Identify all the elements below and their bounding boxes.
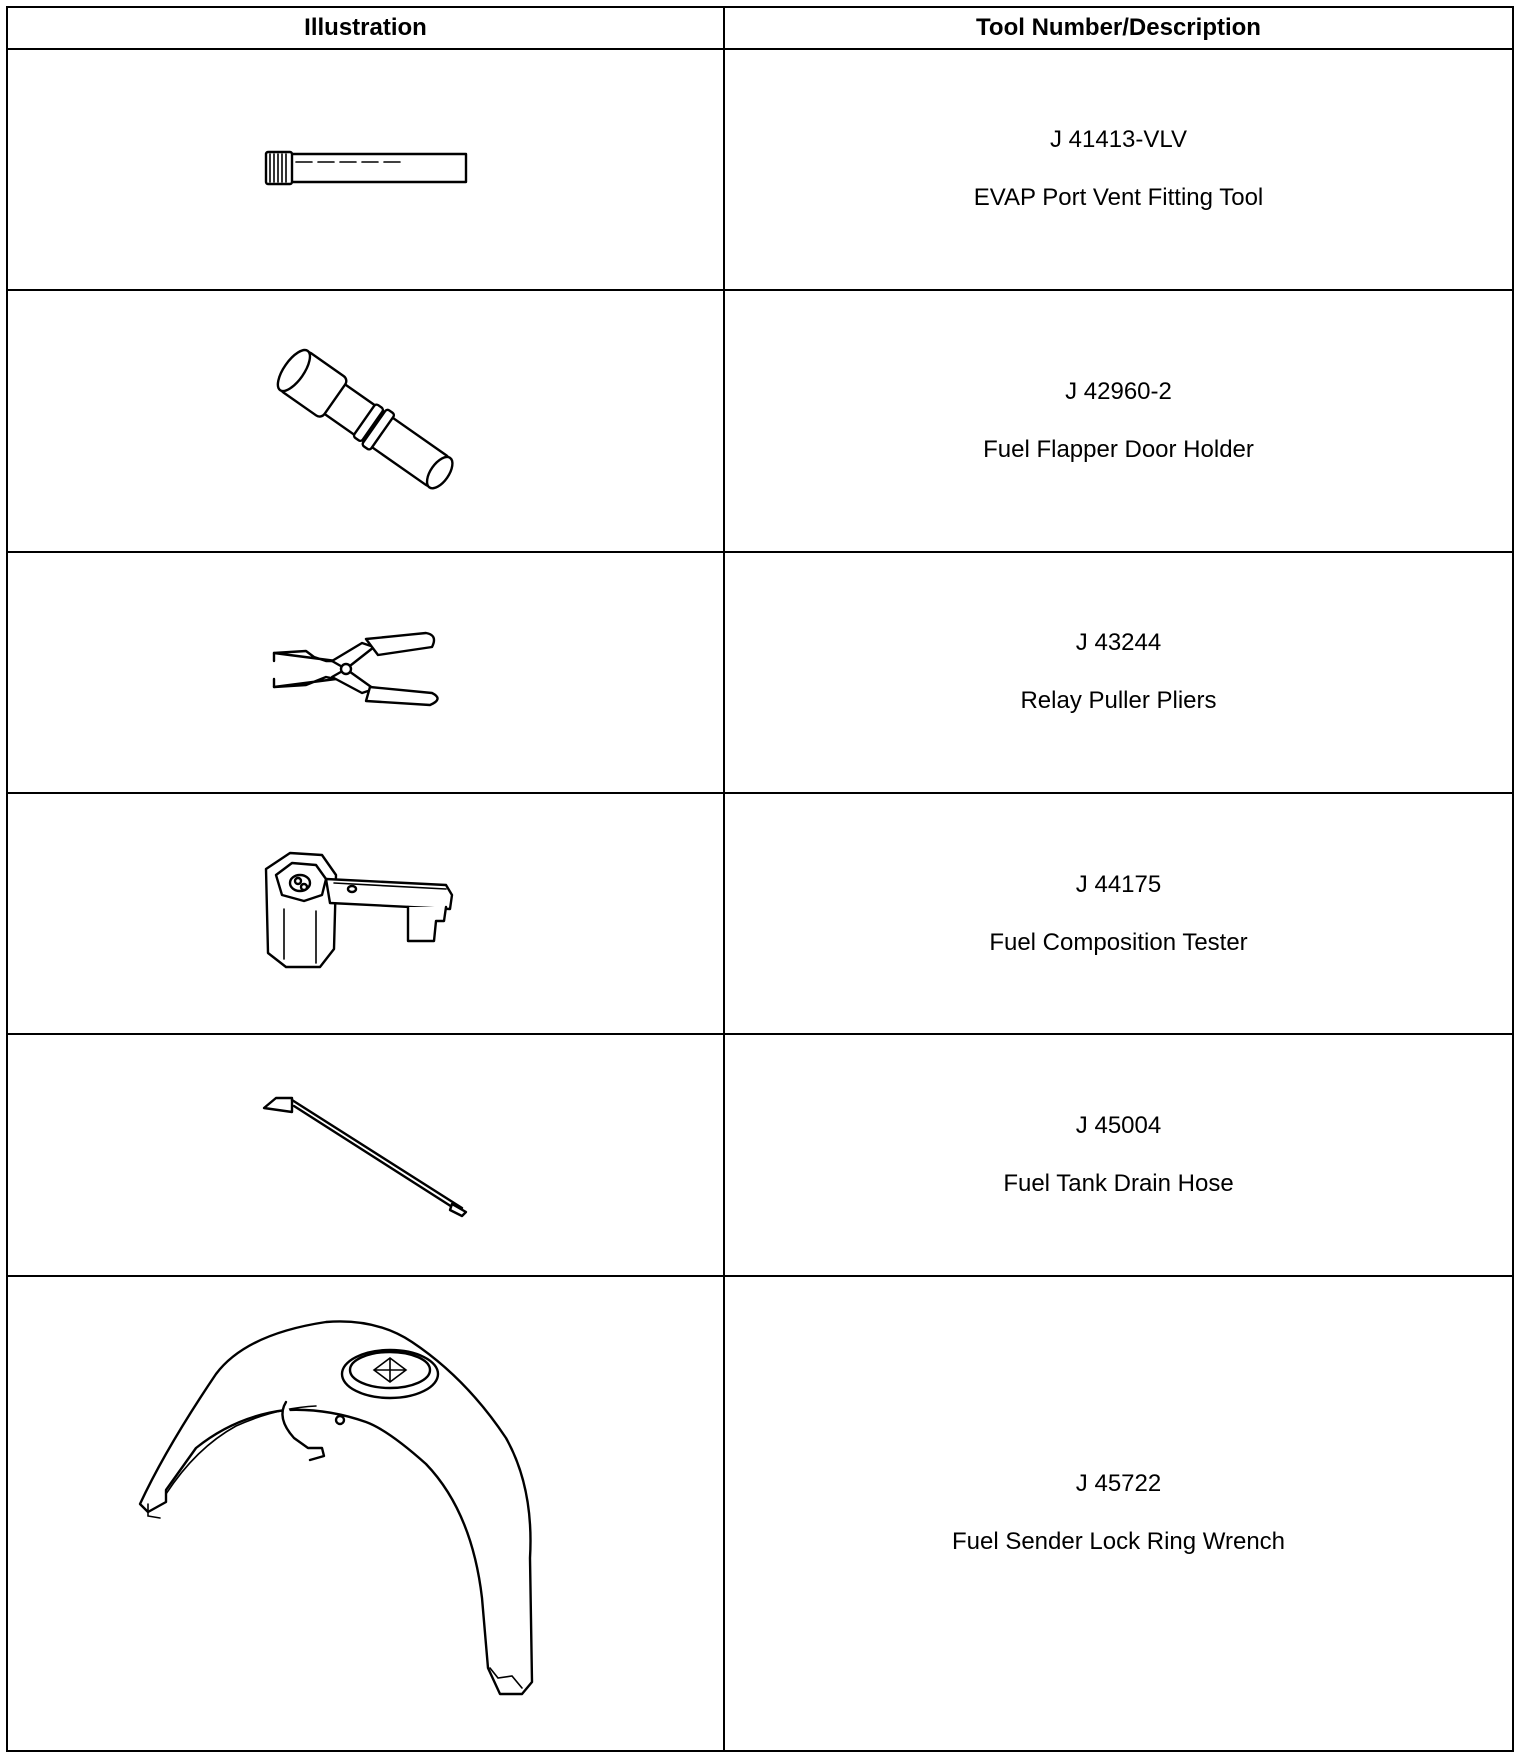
illustration-cell	[7, 793, 724, 1035]
tool-description: Fuel Flapper Door Holder	[983, 435, 1254, 463]
description-cell	[724, 793, 1513, 1035]
tool-description: Relay Puller Pliers	[1020, 687, 1217, 715]
tool-number: J 43244	[1075, 629, 1162, 657]
tool-number: J 45722	[1075, 1470, 1162, 1498]
illustration-cell	[7, 1276, 724, 1751]
illustration-cell	[7, 552, 724, 793]
relay-puller-pliers-icon	[266, 627, 466, 717]
fuel-flapper-door-holder-icon	[256, 341, 476, 501]
description-cell	[724, 290, 1513, 553]
illustration-cell	[7, 1034, 724, 1276]
table-header-row	[7, 7, 1513, 49]
tool-number: J 42960-2	[1065, 377, 1172, 405]
table-row	[7, 290, 1513, 553]
table-row	[7, 49, 1513, 290]
tool-number: J 45004	[1075, 1112, 1162, 1140]
illustration-cell	[7, 290, 724, 553]
fuel-sender-lock-ring-wrench-icon	[126, 1298, 606, 1728]
description-cell	[724, 1034, 1513, 1276]
fuel-composition-tester-icon	[256, 849, 476, 979]
tool-description: Fuel Composition Tester	[989, 928, 1248, 956]
table-row	[7, 1276, 1513, 1751]
description-cell	[724, 49, 1513, 290]
special-tools-table	[6, 6, 1514, 1752]
illustration-cell	[7, 49, 724, 290]
description-column-header: Tool Number/Description	[724, 7, 1513, 49]
tool-description: EVAP Port Vent Fitting Tool	[973, 184, 1264, 212]
tool-number: J 44175	[1075, 870, 1162, 898]
table-row	[7, 1034, 1513, 1276]
table-row	[7, 793, 1513, 1035]
table-row	[7, 552, 1513, 793]
tool-number: J 41413-VLV	[1050, 126, 1187, 154]
tool-description: Fuel Tank Drain Hose	[1003, 1170, 1234, 1198]
illustration-column-header: Illustration	[7, 7, 724, 49]
evap-port-vent-fitting-tool-icon	[256, 144, 476, 194]
description-cell	[724, 1276, 1513, 1751]
description-cell	[724, 552, 1513, 793]
fuel-tank-drain-hose-icon	[256, 1090, 476, 1220]
tool-description: Fuel Sender Lock Ring Wrench	[951, 1528, 1286, 1556]
